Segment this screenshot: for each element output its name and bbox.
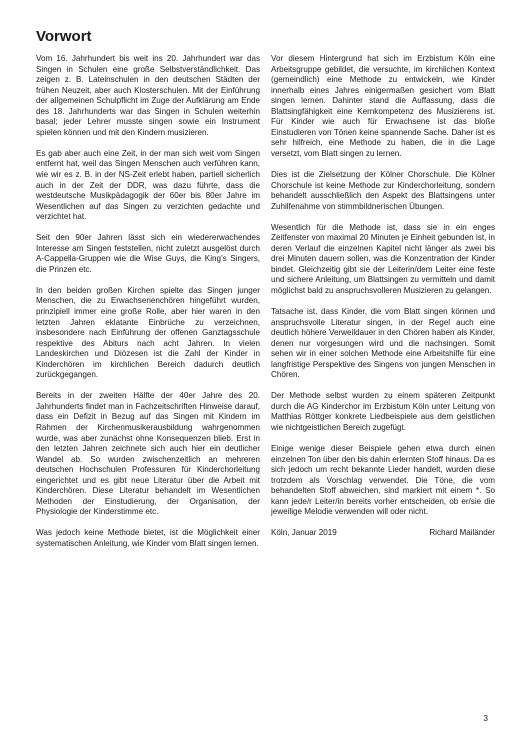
paragraph: Dies ist die Zielsetzung der Kölner Chorschule. Die Kölner Chorschule ist keine Methode zur Kinderchorleitung, sondern behandelt ausschließlich den Aspekt des Blattsingens unter Zuhilfenahme von stimmbildnerischen Übungen. — [271, 169, 495, 211]
paragraph: In den beiden großen Kirchen spielte das Singen junger Menschen, die zu Erwachsenenchören hingeführt wurden, prinzipiell immer eine große Rolle, aber hier waren in den letzten Jahren eklatante Einbrüche zu verzeichnen, insbesondere nach Einführung der offenen Ganztagsschule respektive des Abiturs nach acht Jahren. In vielen Landeskirchen und Diözesen ist die Zahl der Kinder in Kinderchören im kirchlichen Bereich dadurch deutlich zurückgegangen. — [36, 285, 260, 380]
paragraph: Bereits in der zweiten Hälfte der 40er Jahre des 20. Jahrhunderts findet man in Fachzeitschriften Hinweise darauf, dass ein Defizit in Bezug auf das Singen mit Kindern im Rahmen der Kirchenmusikerausbildung wahrgenommen wurde, was aber zunächst ohne Konsequenzen blieb. Erst in den letzten Jahren zeichnete sich auch hier ein deutlicher Wandel ab. So wurden zwischenzeitlich an mehreren deutschen Hochschulen Professuren für Kinderchorleitung eingerichtet und es gibt neue Literatur über die Arbeit mit Kinderchören. Diese Literatur behandelt im Wesentlichen Methoden der Einstudierung, der Organisation, der Physiologie der Kinderstimme etc. — [36, 391, 260, 517]
paragraph: Was jedoch keine Methode bietet, ist die Möglichkeit einer systematischen Anleitung, wie Kinder vom Blatt singen lernen. — [36, 528, 260, 548]
paragraph: Wesentlich für die Methode ist, dass sie in ein enges Zeitfenster von maximal 20 Minuten je Einheit gebunden ist, in deren Verlauf die einzelnen Kapitel nicht länger als zwei bis drei Minuten dauern sollen, was die Konzentration der Kinder bindet. Gleichzeitig gibt sie der Leiterin/dem Leiter eine feste und sichere Anleitung, um Blattsingen zu vermitteln und damit möglichst bald zu anspruchsvolleren Musizieren zu gelangen. — [271, 222, 495, 295]
author-name: Richard Mailänder — [429, 528, 495, 538]
paragraph: Vor diesem Hintergrund hat sich im Erzbistum Köln eine Arbeitsgruppe gebildet, die versuchte, im kirchlichen Kontext (gemeindlich) eine Methode zu entwickeln, wie Kinder innerhalb eines Jahres einigermaßen gesichert vom Blatt singen lernen. Dahinter stand die Auffassung, dass die Blattsingfähigkeit eine Kernkompetenz des Musizierens ist. Für Kinder wie auch für Erwachsene ist das bloße Einstudieren von Tönen keine spannende Sache. Daher ist es sehr hilfreich, eine Methode zu haben, die in die Lage versetzt, vom Blatt singen zu lernen. — [271, 54, 495, 158]
paragraph: Vom 16. Jahrhundert bis weit ins 20. Jahrhundert war das Singen in Schulen eine große Selbstverständlichkeit. Das zeigen z. B. Lateinschulen in den deutschen Städten der frühen Neuzeit, aber auch Klosterschulen. Mit der Einführung der allgemeinen Schulpflicht im Zuge der Aufklärung am Ende des 18. Jahrhunderts war das Singen in Schulen weiterhin basal; jeder Lehrer musste singen sowie ein Instrument spielen können und mit den Kindern musizieren. — [36, 54, 260, 137]
signature-line — [271, 528, 495, 539]
paragraph: Einige wenige dieser Beispiele gehen etwa durch einen einzelnen Ton über den bis dahin erlernten Stoff hinaus. Da es sich jedoch um recht bekannte Lieder handelt, wurden diese trotzdem als Vorschlag verwendet. Die Töne, die vom behandelten Stoff abweichen, sind markiert mit einem *. So kann jede/r Leiter/in bereits vorher entscheiden, ob er/sie die jeweilige Melodie verwenden will oder nicht. — [271, 444, 495, 517]
place-date: Köln, Januar 2019 — [271, 528, 337, 538]
paragraph: Tatsache ist, dass Kinder, die vom Blatt singen können und anspruchsvolle Literatur singen, in der Regel auch eine deutlich höhere Verweildauer in den Chören haben als Kinder, denen nur vorgesungen wird und die nachsingen. Somit sehen wir in einer solchen Methode eine Arbeitshilfe für eine langfristige Perspektive des Singens von jungen Menschen in Chören. — [271, 306, 495, 380]
page-title: Vorwort — [36, 28, 92, 45]
paragraph: Es gab aber auch eine Zeit, in der man sich weit vom Singen entfernt hat, weil das Singen Menschen auch verführen kann, wie wir es z. B. in der NS-Zeit erlebt haben, partiell sicherlich auch in der Zeit der DDR, was dazu führte, dass die westdeutsche Musikpädagogik der 60er bis 80er Jahre im Wesentlichen auf das Singen zu verzichten gedachte und verzichtet hat. — [36, 148, 260, 222]
paragraph: Seit den 90er Jahren lässt sich ein wiedererwachendes Interesse am Singen feststellen, nicht zuletzt ausgelöst durch A-Cappella-Gruppen wie die Wise Guys, die King’s Singers, die Prinzen etc. — [36, 233, 260, 274]
paragraph: Der Methode selbst wurden zu einem späteren Zeitpunkt durch die AG Kinderchor im Erzbistum Köln unter Leitung von Matthias Röttger konkrete Liedbeispiele aus dem geistlichen wie nichtgeistlichen Bereich zugefügt. — [271, 391, 495, 432]
right-column — [271, 54, 495, 539]
page-number: 3 — [483, 713, 488, 723]
left-column — [36, 54, 260, 560]
